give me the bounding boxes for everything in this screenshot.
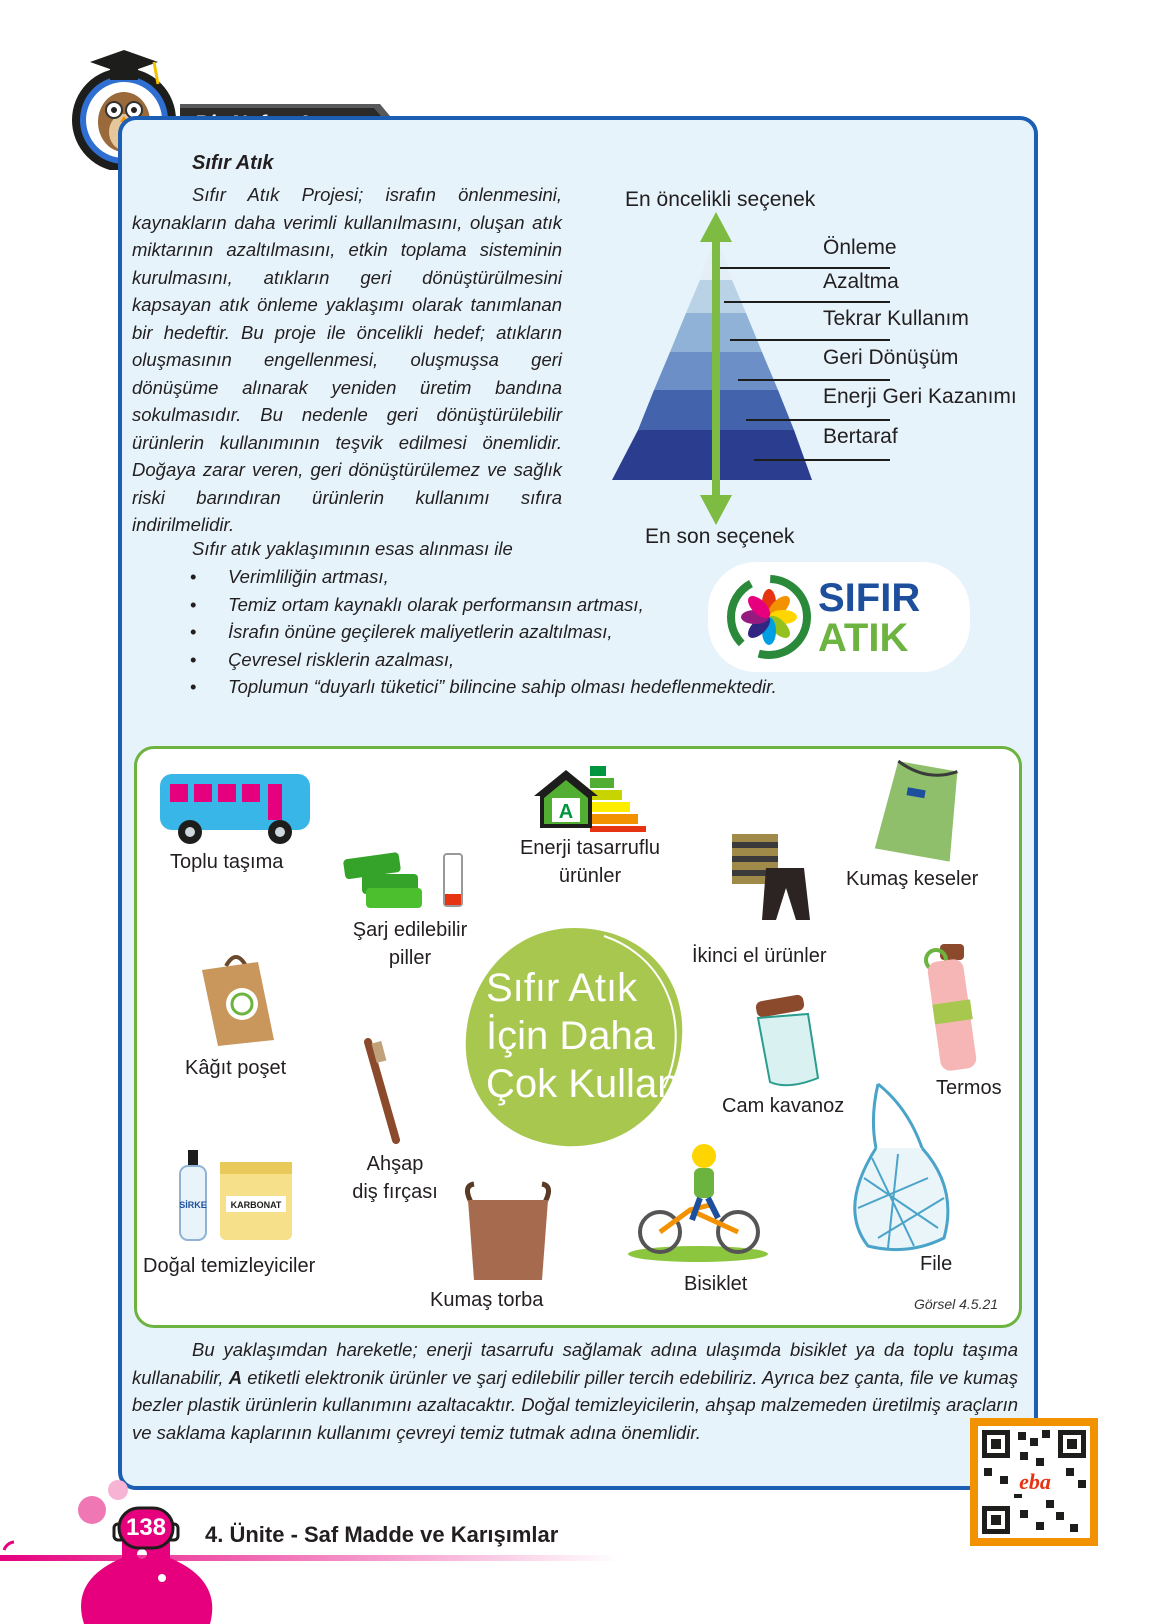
label-line: piller (388, 947, 432, 969)
label-dogal-temizleyiciler: Doğal temizleyiciler (143, 1255, 316, 1277)
outro-text-2: etiketli elektronik ürünler ve şarj edilebilir piller tercih edebiliriz. Ayrıca bez çanta, file ve kumaş bezler plastik ürünlerin kullanımını azaltacaktır. Doğal temizleyicilerin, ahşap malzemeden üretilmiş araçların ve saklama kaplarının kullanımı çevreyi temiz tutmak adına önemlidir. (132, 1366, 1018, 1443)
energy-label-icon (530, 760, 650, 832)
logo-line2: ATIK (818, 616, 909, 660)
qr-brand: eba (1019, 1469, 1051, 1494)
karbonat-label: KARBONAT (230, 1200, 282, 1210)
slogan-line: Çok Kullan (486, 1062, 680, 1106)
outro-bold-a: A (228, 1366, 243, 1388)
pyramid-level-3: Tekrar Kullanım (823, 307, 969, 330)
wooden-toothbrush-icon (360, 1036, 410, 1146)
label-line: ürünler (558, 865, 622, 887)
pyramid-level-5: Enerji Geri Kazanımı (823, 385, 1017, 408)
intro-paragraph (132, 181, 562, 539)
sifir-atik-logo (708, 562, 970, 672)
section-heading: Sıfır Atık (192, 152, 274, 174)
label-cam-kavanoz: Cam kavanoz (722, 1095, 845, 1117)
clothes-icon (726, 828, 816, 924)
slogan-line: İçin Daha (486, 1014, 655, 1058)
glass-jar-icon (748, 994, 828, 1090)
goals-list (190, 563, 777, 701)
list-item: • İsrafın önüne geçilerek maliyetlerin azaltılması, (190, 618, 777, 646)
label-toplu-tasima: Toplu taşıma (170, 851, 284, 873)
center-slogan (486, 964, 679, 1108)
slogan-line: Sıfır Atık (486, 966, 638, 1010)
bullets-lead: Sıfır atık yaklaşımının esas alınması ile (192, 538, 513, 559)
flask-icon (0, 1480, 220, 1624)
pyramid-level-4: Geri Dönüşüm (823, 346, 959, 369)
label-line: diş fırçası (352, 1181, 438, 1203)
natural-cleaners-icon (176, 1146, 296, 1246)
label-kagit-poset: Kâğıt poşet (185, 1057, 287, 1079)
bicycle-icon (618, 1140, 778, 1264)
label-file: File (920, 1253, 953, 1275)
energy-badge: A (558, 801, 574, 823)
label-enerji-tasarruflu (510, 834, 670, 890)
battery-icon (340, 846, 480, 910)
bus-icon (156, 770, 320, 846)
unit-title: 4. Ünite - Saf Madde ve Karışımlar (205, 1522, 559, 1547)
cloth-basket-icon (458, 1180, 558, 1284)
label-line: Enerji tasarruflu (519, 837, 661, 859)
label-ikinci-el-urunler: İkinci el ürünler (692, 945, 827, 967)
footer-divider (0, 1555, 620, 1561)
thermos-icon (920, 940, 1000, 1080)
list-item: • Temiz ortam kaynaklı olarak performansın artması, (190, 591, 777, 619)
label-bisiklet: Bisiklet (684, 1273, 748, 1295)
list-item: • Toplumun “duyarlı tüketici” bilincine sahip olması hedeflenmektedir. (190, 673, 777, 701)
qr-code[interactable] (970, 1418, 1098, 1546)
outro-text-1: Bu yaklaşımdan hareketle; enerji tasarrufu sağlamak adına ulaşımda bisiklet ya da toplu taşıma kullanabilir, (132, 1339, 1018, 1388)
list-item: • Verimliliğin artması, (190, 563, 777, 591)
pyramid-level-6: Bertaraf (823, 425, 898, 448)
label-termos: Termos (936, 1077, 1002, 1099)
label-line: Şarj edilebilir (352, 919, 468, 941)
pyramid-level-1: Önleme (823, 236, 897, 259)
intro-text: Sıfır Atık Projesi; israfın önlenmesini, kaynakların daha verimli kullanılmasını, oluşan atık miktarının azaltılmasını, etkin toplama sisteminin kurulmasını, atıkların geri dönüştürülmesini kapsayan atık önleme yaklaşımı olarak tanımlanan bir hedeftir. Bu proje ile öncelikli hedef; atıkların oluşmasının engellenmesi, oluşmuşsa geri dönüşüme alınarak yeniden üretim bandına sokulmasıdır. Bu nedenle geri dönüştürülebilir ürünlerin kullanımının teşvik edilmesi önemlidir. Doğaya zarar veren, geri dönüştürülemez ve sağlık riski barındıran ürünlerin kullanımı sıfıra indirilmelidir. (132, 184, 562, 535)
pyramid-top-label: En öncelikli seçenek (625, 188, 816, 211)
pyramid-bottom-label: En son seçenek (645, 525, 795, 548)
label-line: Ahşap (366, 1153, 424, 1175)
label-kumas-keseler: Kumaş keseler (846, 868, 979, 890)
page-number: 138 (125, 1514, 167, 1541)
list-item: • Çevresel risklerin azalması, (190, 646, 777, 674)
paper-bag-icon (196, 948, 280, 1048)
cloth-pouch-icon (872, 756, 972, 866)
label-sarj-edilebilir-piller (345, 916, 475, 972)
logo-line1: SIFIR (818, 576, 921, 620)
mesh-bag-icon (848, 1078, 958, 1254)
label-ahsap-dis-fircasi (340, 1150, 450, 1206)
qr-code-icon (970, 1418, 1098, 1546)
figure-caption: Görsel 4.5.21 (914, 1296, 999, 1312)
outro-paragraph (132, 1336, 1018, 1446)
pyramid-level-2: Azaltma (823, 270, 899, 293)
recycle-flower-icon (726, 574, 812, 660)
sirke-label: SİRKE (179, 1200, 207, 1210)
label-kumas-torba: Kumaş torba (430, 1289, 544, 1311)
